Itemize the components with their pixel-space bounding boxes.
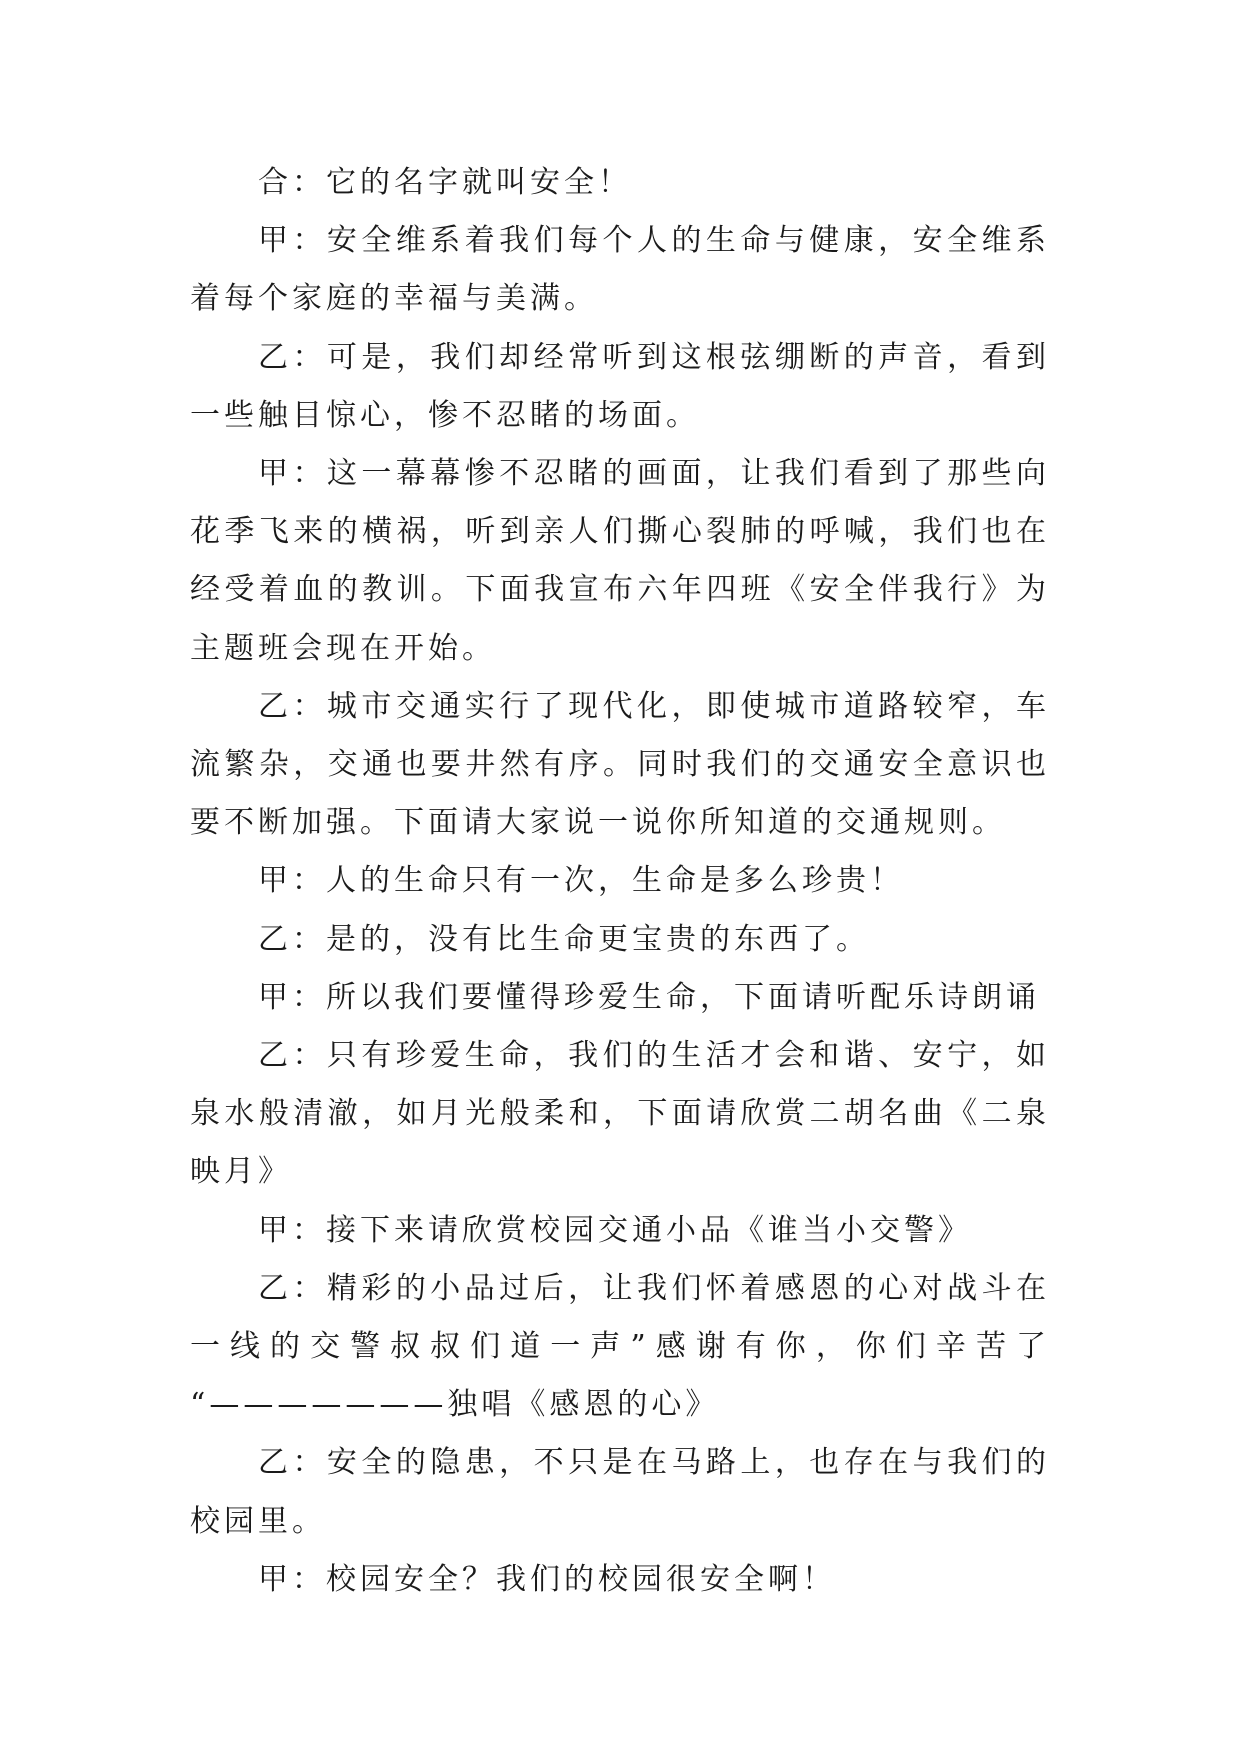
paragraph-jia-6: 甲：校园安全？我们的校园很安全啊！ (258, 1561, 836, 1597)
paragraph-yi-2: 乙：城市交通实行了现代化，即使城市道路较窄，车流繁杂，交通也要井然有序。同时我们的交通安全意识也要不断加强。下面请大家说一说你所知道的交通规则。 (190, 688, 1050, 841)
paragraph-jia-5: 甲：接下来请欣赏校园交通小品《谁当小交警》 (258, 1212, 972, 1248)
paragraph-yi-1: 乙：可是，我们却经常听到这根弦绷断的声音，看到一些触目惊心，惨不忍睹的场面。 (190, 339, 1050, 433)
script-body (190, 154, 1050, 1609)
paragraph-yi-4: 乙：只有珍爱生命，我们的生活才会和谐、安宁，如泉水般清澈，如月光般柔和，下面请欣赏二胡名曲《二泉映月》 (190, 1038, 1050, 1190)
paragraph-jia-2: 甲：这一幕幕惨不忍睹的画面，让我们看到了那些向花季飞来的横祸，听到亲人们撕心裂肺的呼喊，我们也在经受着血的教训。下面我宣布六年四班《安全伴我行》为主题班会现在开始。 (190, 456, 1050, 666)
paragraph-chorus-title: 合：它的名字就叫安全！ (258, 165, 632, 200)
paragraph-yi-6: 乙：安全的隐患，不只是在马路上，也存在与我们的校园里。 (190, 1445, 1050, 1539)
paragraph-jia-1: 甲：安全维系着我们每个人的生命与健康，安全维系着每个家庭的幸福与美满。 (190, 223, 1050, 317)
paragraph-jia-3: 甲：人的生命只有一次，生命是多么珍贵！ (258, 863, 904, 899)
paragraph-yi-5: 乙：精彩的小品过后，让我们怀着感恩的心对战斗在一线的交警叔叔们道一声”感谢有你，你们辛苦了 (190, 1270, 1050, 1365)
paragraph-jia-4: 甲：所以我们要懂得珍爱生命，下面请听配乐诗朗诵 (258, 979, 1040, 1015)
paragraph-yi-3: 乙：是的，没有比生命更宝贵的东西了。 (258, 921, 870, 957)
paragraph-song-line: “———————独唱《感恩的心》 (190, 1387, 720, 1423)
